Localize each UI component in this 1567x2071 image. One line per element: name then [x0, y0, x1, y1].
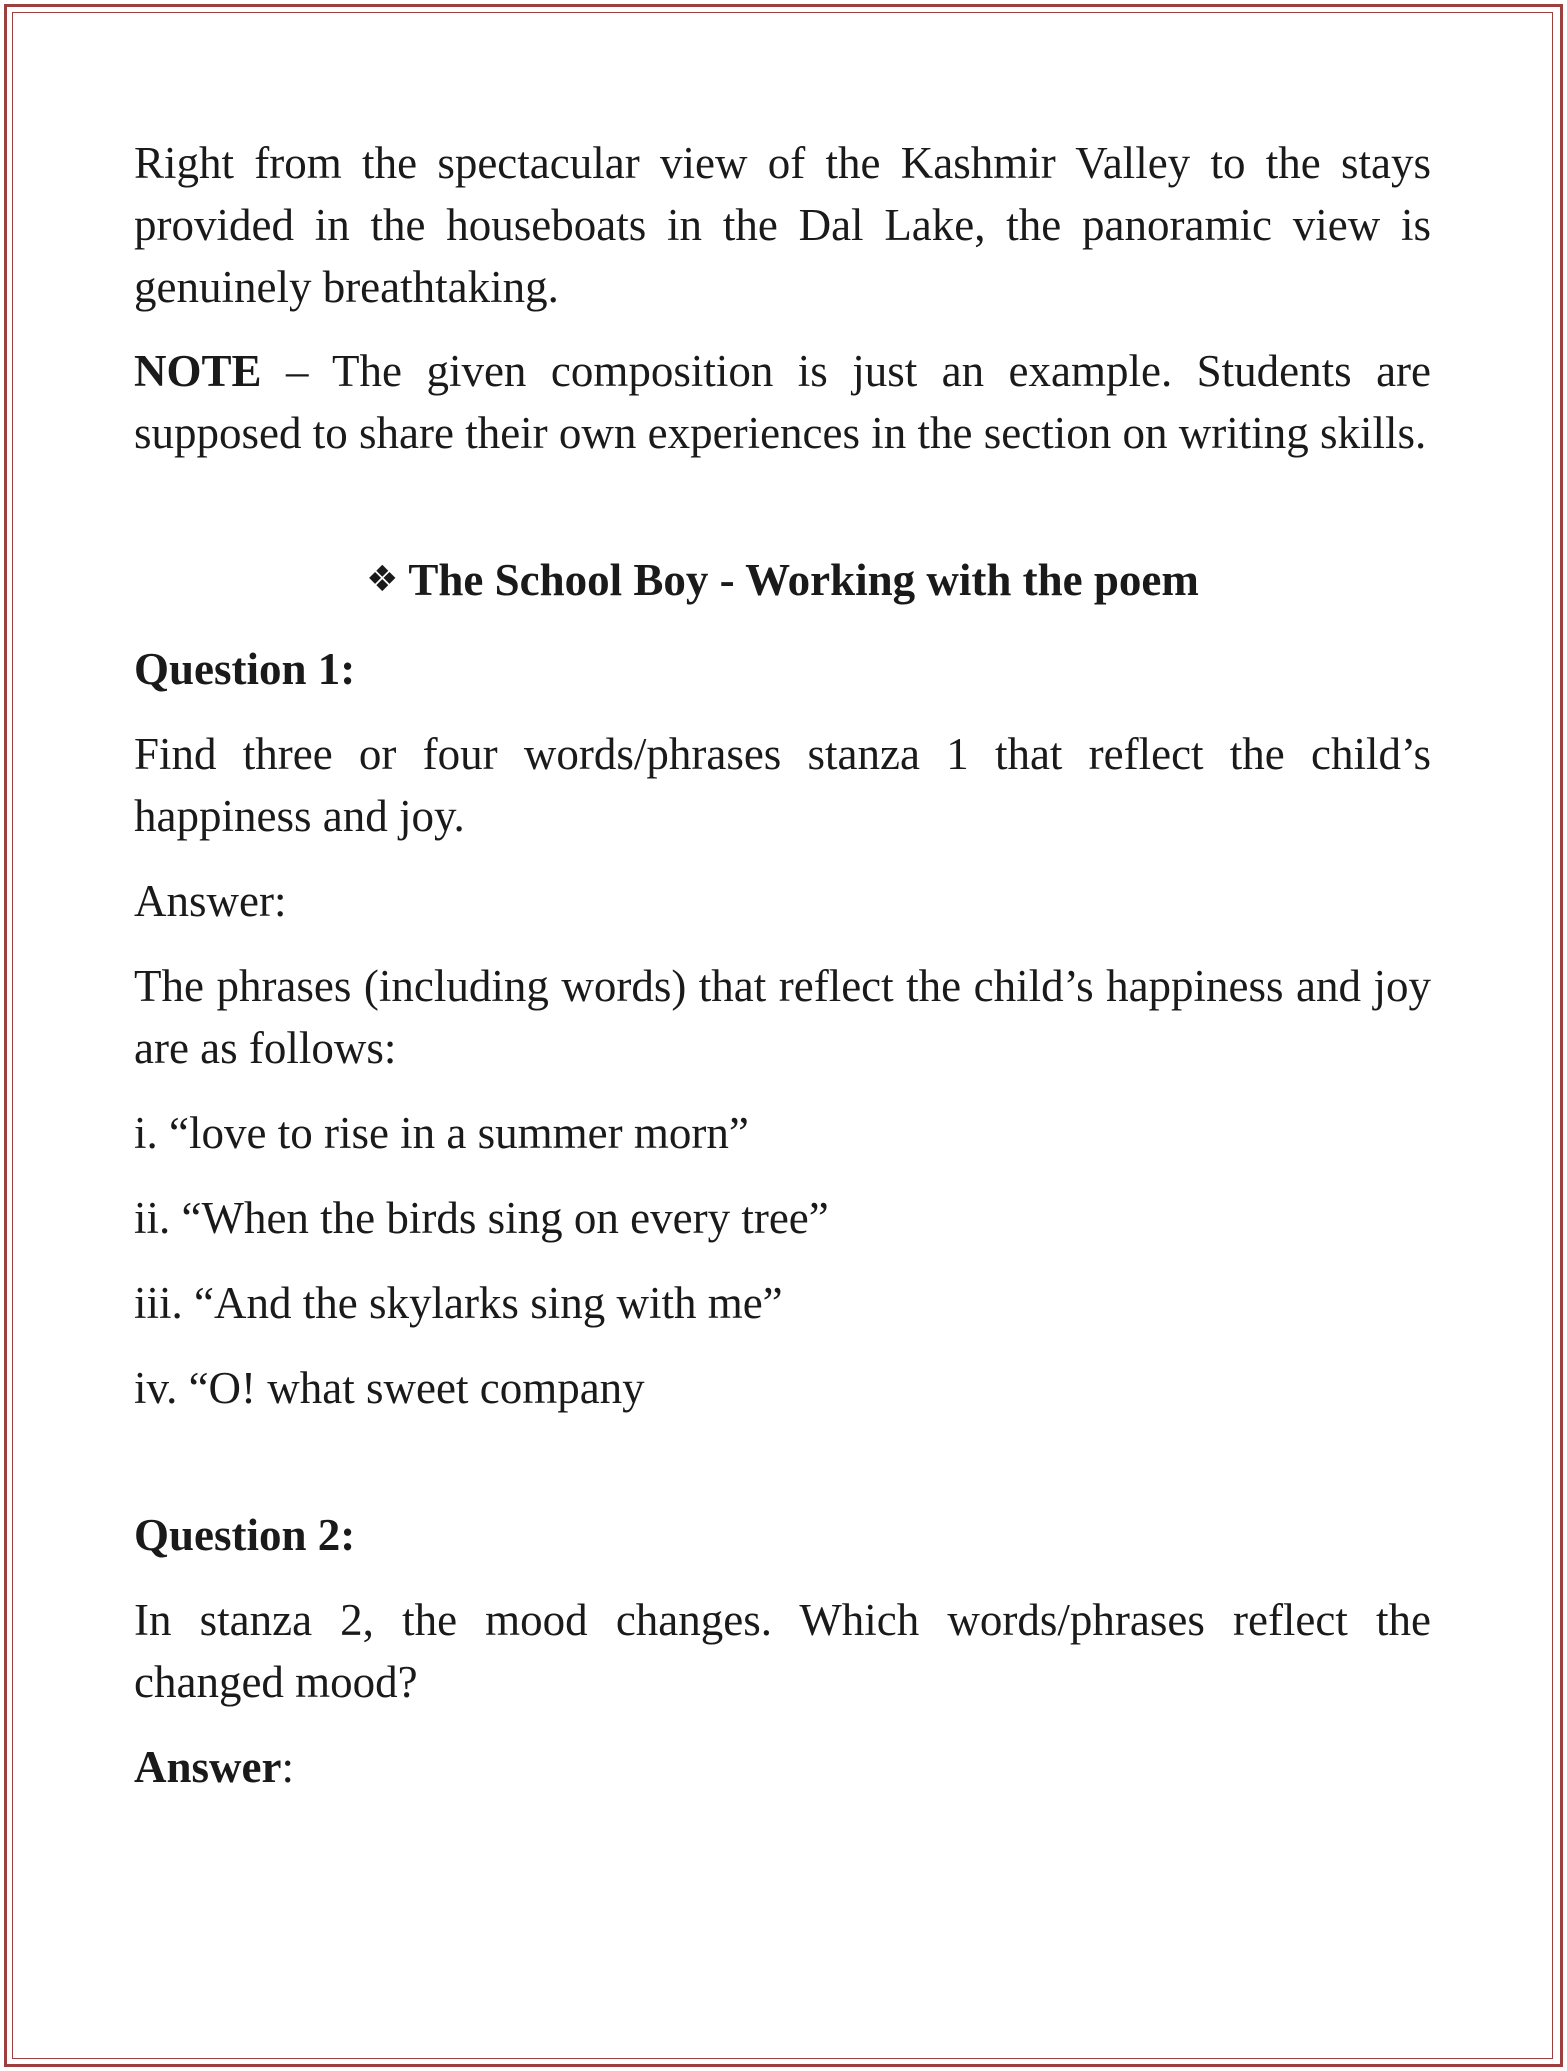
question-2-text: In stanza 2, the mood changes. Which words/phrases reflect the changed mood?	[134, 1595, 1431, 1707]
intro-paragraph: Right from the spectacular view of the Kashmir Valley to the stays provided in the houseboats in the Dal Lake, the panoramic view is genuinely breathtaking.	[134, 138, 1431, 312]
answer-list-item: iii. “And the skylarks sing with me”	[134, 1278, 783, 1328]
question-1-answer-intro: The phrases (including words) that reflect the child’s happiness and joy are as follows:	[134, 961, 1431, 1073]
question-1-title: Question 1:	[134, 644, 356, 694]
section-title: The School Boy - Working with the poem	[408, 555, 1199, 605]
document-body	[134, 132, 1431, 1798]
answer-list-item: ii. “When the birds sing on every tree”	[134, 1193, 829, 1243]
answer-list-item: i. “love to rise in a summer morn”	[134, 1108, 749, 1158]
question-1-answer-label: Answer:	[134, 876, 287, 926]
question-2-answer-label	[134, 1736, 1431, 1798]
answer-list-item: iv. “O! what sweet company	[134, 1363, 645, 1413]
diamond-bullet-icon: ❖	[366, 559, 399, 600]
question-2-answer-colon: :	[281, 1742, 294, 1792]
note-label: NOTE	[134, 346, 262, 396]
section-heading	[134, 549, 1431, 615]
question-2-title: Question 2:	[134, 1510, 356, 1560]
question-1-text: Find three or four words/phrases stanza 1 that reflect the child’s happiness and joy.	[134, 729, 1431, 841]
note-text: – The given composition is just an example. Students are supposed to share their own experiences in the section on writing skills.	[134, 346, 1431, 458]
question-2-answer-word: Answer	[134, 1742, 282, 1792]
note-paragraph	[134, 340, 1431, 464]
